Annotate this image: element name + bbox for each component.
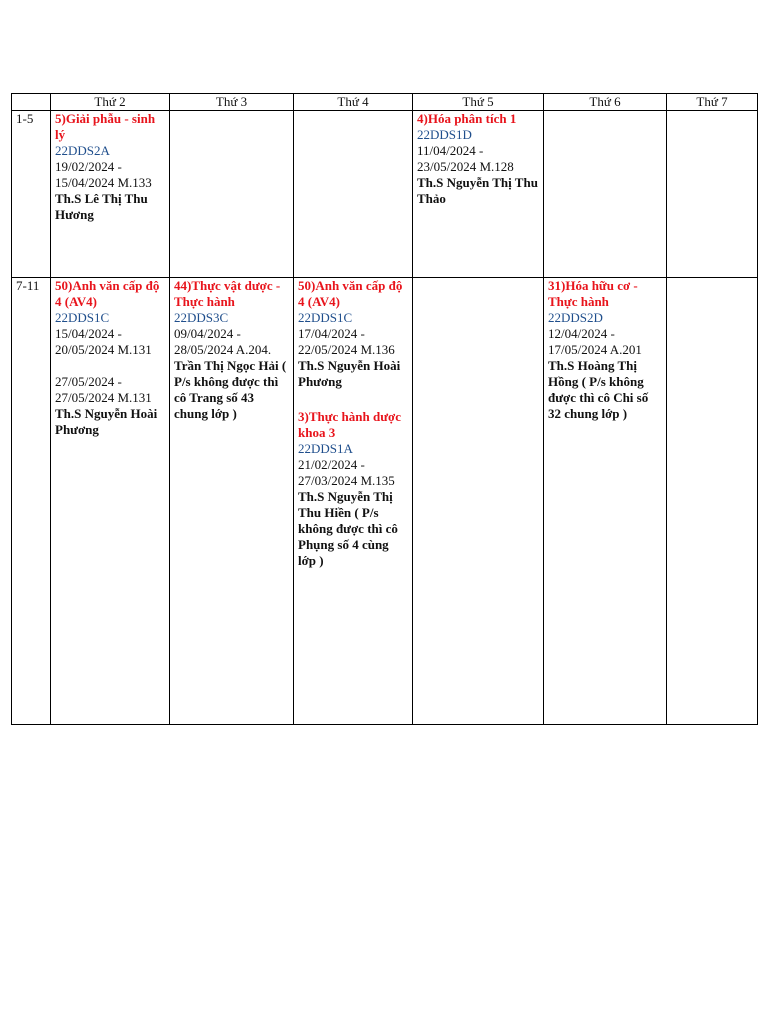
course-cell (544, 278, 667, 725)
period-cell: 1-5 (12, 111, 51, 278)
class-code: 22DDS2D (548, 310, 603, 325)
course-dates: 19/02/2024 - 15/04/2024 M.133 (55, 159, 152, 190)
course-dates-second: 27/05/2024 - 27/05/2024 M.131 (55, 374, 152, 405)
teacher-name: Th.S Nguyễn Hoài Phương (55, 406, 158, 437)
course-cell (51, 111, 170, 278)
spacer (55, 358, 165, 374)
class-code-second: 22DDS1A (298, 441, 353, 456)
table-row (12, 111, 758, 278)
teacher-name-second: Th.S Nguyễn Thị Thu Hiền ( P/s không được thì cô Phụng số 4 cùng lớp ) (298, 489, 398, 568)
course-cell (51, 278, 170, 725)
header-row (12, 94, 758, 111)
empty-cell (667, 111, 758, 278)
empty-cell (413, 278, 544, 725)
course-dates: 15/04/2024 - 20/05/2024 M.131 (55, 326, 152, 357)
course-cell (413, 111, 544, 278)
course-cell (294, 278, 413, 725)
header-day-fri: Thứ 6 (544, 94, 667, 111)
header-day-sat: Thứ 7 (667, 94, 758, 111)
course-dates: 17/04/2024 - 22/05/2024 M.136 (298, 326, 395, 357)
course-dates: 09/04/2024 - 28/05/2024 A.204. (174, 326, 272, 357)
course-title: 50)Anh văn cấp độ 4 (AV4) (298, 278, 403, 309)
empty-cell (294, 111, 413, 278)
empty-cell (544, 111, 667, 278)
teacher-name: Th.S Nguyễn Hoài Phương (298, 358, 401, 389)
header-day-wed: Thứ 4 (294, 94, 413, 111)
course-title: 50)Anh văn cấp độ 4 (AV4) (55, 278, 160, 309)
class-code: 22DDS1C (298, 310, 353, 325)
header-day-thu: Thứ 5 (413, 94, 544, 111)
course-cell (170, 278, 294, 725)
header-period (12, 94, 51, 111)
empty-cell (667, 278, 758, 725)
course-title: 44)Thực vật dược - Thực hành (174, 278, 281, 309)
course-title: 5)Giải phẫu - sinh lý (55, 111, 156, 142)
teacher-name: Th.S Hoàng Thị Hồng ( P/s không được thì cô Chi số 32 chung lớp ) (548, 358, 649, 421)
header-day-tue: Thứ 3 (170, 94, 294, 111)
schedule-table (11, 93, 758, 725)
course-dates-second: 21/02/2024 - 27/03/2024 M.135 (298, 457, 395, 488)
empty-cell (170, 111, 294, 278)
course-title: 4)Hóa phân tích 1 (417, 111, 517, 126)
teacher-name: Th.S Nguyễn Thị Thu Thảo (417, 175, 538, 206)
class-code: 22DDS1C (55, 310, 110, 325)
course-title: 31)Hóa hữu cơ - Thực hành (548, 278, 638, 309)
teacher-name: Th.S Lê Thị Thu Hương (55, 191, 148, 222)
class-code: 22DDS1D (417, 127, 472, 142)
teacher-name: Trần Thị Ngọc Hải ( P/s không được thì cô Trang số 43 chung lớp ) (174, 358, 287, 421)
class-code: 22DDS2A (55, 143, 110, 158)
course-dates: 12/04/2024 - 17/05/2024 A.201 (548, 326, 642, 357)
table-row (12, 278, 758, 725)
header-day-mon: Thứ 2 (51, 94, 170, 111)
course-dates: 11/04/2024 - 23/05/2024 M.128 (417, 143, 514, 174)
class-code: 22DDS3C (174, 310, 229, 325)
course-title-second: 3)Thực hành dược khoa 3 (298, 409, 401, 440)
period-cell: 7-11 (12, 278, 51, 725)
spacer (298, 390, 408, 409)
